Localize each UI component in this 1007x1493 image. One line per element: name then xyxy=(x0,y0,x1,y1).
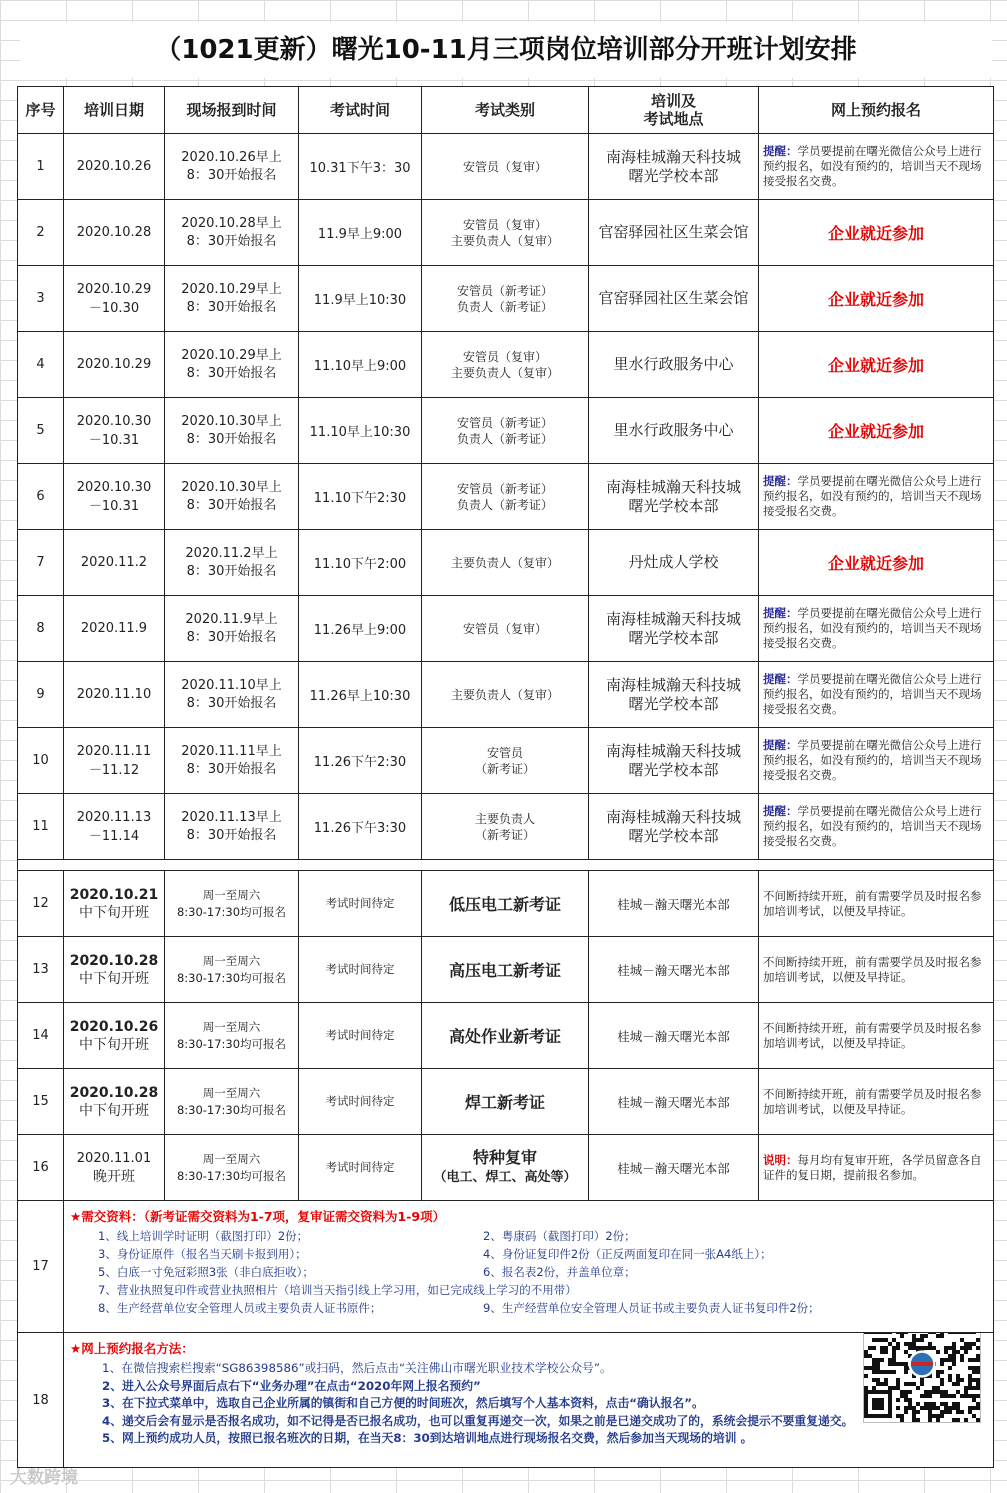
table-row xyxy=(18,1135,994,1201)
row-number: 8 xyxy=(18,596,64,662)
exam-time: 11.10早上10:30 xyxy=(299,398,422,464)
signup-note: 不间断持续开班，前有需要学员及时报名参加培训考试，以便及早持证。 xyxy=(759,1003,994,1069)
exam-type: 安管员（新考证） 负责人（新考证） xyxy=(422,266,589,332)
table-row xyxy=(18,1003,994,1069)
start-period: 中下旬开班 xyxy=(79,1036,149,1053)
report-time: 2020.10.28早上 8：30开始报名 xyxy=(165,200,299,266)
row-number: 13 xyxy=(18,937,64,1003)
signup-note xyxy=(759,1135,994,1201)
table-row xyxy=(18,1069,994,1135)
exam-type: 安管员（新考证） 负责人（新考证） xyxy=(422,464,589,530)
report-time: 2020.10.30早上 8：30开始报名 xyxy=(165,398,299,464)
report-time: 周一至周六 8:30-17:30均可报名 xyxy=(165,1069,299,1135)
table-row xyxy=(18,662,994,728)
exam-location: 里水行政服务中心 xyxy=(589,398,759,464)
exam-time: 考试时间待定 xyxy=(299,1135,422,1201)
signup-reminder xyxy=(759,662,994,728)
exam-time: 11.9早上10:30 xyxy=(299,266,422,332)
requirement-item: 1、线上培训学时证明（截图打印）2份； xyxy=(98,1229,309,1243)
exam-location: 桂城－瀚天曙光本部 xyxy=(589,871,759,937)
table-row xyxy=(18,464,994,530)
watermark: 大数跨境 xyxy=(10,1468,78,1488)
training-date xyxy=(64,1003,165,1069)
requirement-item: 3、身份证原件（报名当天刷卡报到用）； xyxy=(98,1247,307,1261)
note-label: 说明： xyxy=(763,1152,798,1167)
report-time: 2020.10.30早上 8：30开始报名 xyxy=(165,464,299,530)
exam-type: 安管员（新考证） 负责人（新考证） xyxy=(422,398,589,464)
row-number: 15 xyxy=(18,1069,64,1135)
row-number: 5 xyxy=(18,398,64,464)
type-sub: （电工、焊工、高处等） xyxy=(433,1169,577,1185)
table-row xyxy=(18,332,994,398)
start-period: 中下旬开班 xyxy=(79,970,149,987)
page-title: （1021更新）曙光10-11月三项岗位培训部分开班计划安排 xyxy=(20,22,992,78)
row-number: 14 xyxy=(18,1003,64,1069)
qr-code-icon xyxy=(863,1333,981,1424)
start-date: 2020.10.21 xyxy=(69,886,159,903)
requirement-item: 4、身份证复印件2份（正反两面复印在同一张A4纸上）； xyxy=(483,1247,772,1261)
type-main: 特种复审 xyxy=(472,1147,537,1167)
signup-steps xyxy=(70,1360,987,1448)
report-time: 2020.11.9早上 8：30开始报名 xyxy=(165,596,299,662)
row-number: 11 xyxy=(18,794,64,860)
training-date: 2020.11.9 xyxy=(64,596,165,662)
exam-location: 丹灶成人学校 xyxy=(589,530,759,596)
table-row xyxy=(18,937,994,1003)
report-time: 周一至周六 8:30-17:30均可报名 xyxy=(165,937,299,1003)
signup-note: 不间断持续开班，前有需要学员及时报名参加培训考试，以便及早持证。 xyxy=(759,1069,994,1135)
exam-type: 高处作业新考证 xyxy=(422,1003,589,1069)
row-number: 16 xyxy=(18,1135,64,1201)
exam-location: 南海桂城瀚天科技城 曙光学校本部 xyxy=(589,464,759,530)
exam-time: 考试时间待定 xyxy=(299,871,422,937)
header-report: 现场报到时间 xyxy=(165,87,299,134)
exam-type: 主要负责人 （新考证） xyxy=(422,794,589,860)
header-exam: 考试时间 xyxy=(299,87,422,134)
row-number: 9 xyxy=(18,662,64,728)
row-number: 17 xyxy=(18,1201,64,1333)
start-date: 2020.11.01 xyxy=(76,1150,152,1166)
exam-location: 桂城－瀚天曙光本部 xyxy=(589,1003,759,1069)
exam-type: 安管员（复审） xyxy=(422,134,589,200)
exam-location: 里水行政服务中心 xyxy=(589,332,759,398)
report-time: 2020.11.13早上 8：30开始报名 xyxy=(165,794,299,860)
exam-time: 11.26下午3:30 xyxy=(299,794,422,860)
report-time: 2020.11.2早上 8：30开始报名 xyxy=(165,530,299,596)
exam-location: 桂城－瀚天曙光本部 xyxy=(589,937,759,1003)
row-number: 3 xyxy=(18,266,64,332)
signup-note: 不间断持续开班，前有需要学员及时报名参加培训考试，以便及早持证。 xyxy=(759,871,994,937)
header-date: 培训日期 xyxy=(64,87,165,134)
training-date xyxy=(64,871,165,937)
requirement-item: 8、生产经营单位安全管理人员或主要负责人证书原件； xyxy=(98,1301,382,1315)
requirement-item: 7、营业执照复印件或营业执照相片（培训当天指引线上学习用，如已完成线上学习的不用带） xyxy=(98,1283,577,1297)
spacer-cell xyxy=(18,860,994,871)
signup-reminder xyxy=(759,596,994,662)
report-time: 2020.11.11早上 8：30开始报名 xyxy=(165,728,299,794)
requirement-item: 5、白底一寸免冠彩照3张（非白底拒收）； xyxy=(98,1265,314,1279)
report-time: 周一至周六 8:30-17:30均可报名 xyxy=(165,1135,299,1201)
report-time: 2020.10.29早上 8：30开始报名 xyxy=(165,266,299,332)
exam-time: 考试时间待定 xyxy=(299,1003,422,1069)
exam-time: 11.9早上9:00 xyxy=(299,200,422,266)
signup-nearby: 企业就近参加 xyxy=(759,332,994,398)
signup-reminder xyxy=(759,794,994,860)
row-number: 18 xyxy=(18,1333,64,1468)
signup-reminder xyxy=(759,134,994,200)
spacer-row xyxy=(18,860,994,871)
exam-time: 11.26早上10:30 xyxy=(299,662,422,728)
row-number: 10 xyxy=(18,728,64,794)
header-signup: 网上预约报名 xyxy=(759,87,994,134)
requirement-item: 6、报名表2份，并盖单位章； xyxy=(483,1265,636,1279)
training-date: 2020.10.28 xyxy=(64,200,165,266)
note-text: 每月均有复审开班，各学员留意各自证件的复日期，提前报名参加。 xyxy=(763,1152,982,1182)
exam-time: 11.26早上9:00 xyxy=(299,596,422,662)
row-number: 1 xyxy=(18,134,64,200)
exam-type: 焊工新考证 xyxy=(422,1069,589,1135)
schedule-table xyxy=(17,86,994,1468)
report-time: 2020.10.26早上 8：30开始报名 xyxy=(165,134,299,200)
signup-nearby: 企业就近参加 xyxy=(759,200,994,266)
exam-time: 考试时间待定 xyxy=(299,1069,422,1135)
requirements-list xyxy=(70,1228,987,1316)
start-date: 2020.10.28 xyxy=(69,1084,159,1101)
report-time: 2020.10.29早上 8：30开始报名 xyxy=(165,332,299,398)
reminder-label: 提醒： xyxy=(763,738,798,752)
start-period: 晚开班 xyxy=(93,1168,135,1185)
row-number: 6 xyxy=(18,464,64,530)
exam-location: 南海桂城瀚天科技城 曙光学校本部 xyxy=(589,596,759,662)
exam-type: 高压电工新考证 xyxy=(422,937,589,1003)
header-type: 考试类别 xyxy=(422,87,589,134)
start-period: 中下旬开班 xyxy=(79,1102,149,1119)
training-date xyxy=(64,1069,165,1135)
reminder-text: 学员要提前在曙光微信公众号上进行预约报名，如没有预约的，培训当天不现场接受报名交费。 xyxy=(763,474,982,518)
signup-reminder xyxy=(759,464,994,530)
signup-step: 5、网上预约成功人员，按照已报名班次的日期，在当天8：30到达培训地点进行现场报名交费，然后参加当天现场的培训 。 xyxy=(102,1431,753,1445)
table-row xyxy=(18,266,994,332)
table-row xyxy=(18,134,994,200)
signup-step: 4、递交后会有显示是否报名成功，如不记得是否已报名成功，也可以重复再递交一次，如果之前是已递交成功了的，系统会提示不要重复递交。 xyxy=(102,1413,854,1428)
report-time: 周一至周六 8:30-17:30均可报名 xyxy=(165,871,299,937)
exam-type: 安管员（复审） 主要负责人（复审） xyxy=(422,200,589,266)
table-row xyxy=(18,794,994,860)
table-row xyxy=(18,871,994,937)
signup-note: 不间断持续开班，前有需要学员及时报名参加培训考试，以便及早持证。 xyxy=(759,937,994,1003)
exam-time: 10.31下午3：30 xyxy=(299,134,422,200)
header-no: 序号 xyxy=(18,87,64,134)
requirement-item: 2、粤康码（截图打印）2份； xyxy=(483,1229,636,1243)
report-time: 周一至周六 8:30-17:30均可报名 xyxy=(165,1003,299,1069)
reminder-text: 学员要提前在曙光微信公众号上进行预约报名，如没有预约的，培训当天不现场接受报名交费。 xyxy=(763,804,982,848)
exam-time: 11.10早上9:00 xyxy=(299,332,422,398)
exam-location: 南海桂城瀚天科技城 曙光学校本部 xyxy=(589,134,759,200)
exam-location: 桂城－瀚天曙光本部 xyxy=(589,1135,759,1201)
header-place: 培训及 考试地点 xyxy=(589,87,759,134)
requirement-item: 9、生产经营单位安全管理人员证书或主要负责人证书复印件2份； xyxy=(483,1301,820,1315)
signup-nearby: 企业就近参加 xyxy=(759,398,994,464)
header-row xyxy=(18,87,994,134)
exam-time: 11.10下午2:00 xyxy=(299,530,422,596)
exam-location: 官窑驿园社区生菜会馆 xyxy=(589,200,759,266)
signup-step: 1、在微信搜索栏搜索“SG86398586”或扫码，然后点击“关注佛山市曙光职业技术学校公众号”。 xyxy=(102,1361,612,1375)
training-date: 2020.10.29 xyxy=(64,332,165,398)
exam-time: 11.26下午2:30 xyxy=(299,728,422,794)
requirements-row xyxy=(18,1201,994,1333)
requirements-title: ★需交资料：（新考证需交资料为1-7项，复审证需交资料为1-9项） xyxy=(70,1209,446,1224)
reminder-text: 学员要提前在曙光微信公众号上进行预约报名，如没有预约的，培训当天不现场接受报名交费。 xyxy=(763,144,982,188)
exam-type: 主要负责人（复审） xyxy=(422,530,589,596)
training-date: 2020.11.11 －11.12 xyxy=(64,728,165,794)
start-date: 2020.10.26 xyxy=(69,1018,159,1035)
start-date: 2020.10.28 xyxy=(69,952,159,969)
start-period: 中下旬开班 xyxy=(79,904,149,921)
reminder-text: 学员要提前在曙光微信公众号上进行预约报名，如没有预约的，培训当天不现场接受报名交费。 xyxy=(763,672,982,716)
signup-reminder xyxy=(759,728,994,794)
exam-type xyxy=(422,1135,589,1201)
training-date: 2020.11.2 xyxy=(64,530,165,596)
signup-nearby: 企业就近参加 xyxy=(759,266,994,332)
table-row xyxy=(18,398,994,464)
signup-nearby: 企业就近参加 xyxy=(759,530,994,596)
exam-location: 桂城－瀚天曙光本部 xyxy=(589,1069,759,1135)
exam-time: 11.10下午2:30 xyxy=(299,464,422,530)
reminder-label: 提醒： xyxy=(763,474,798,488)
training-date: 2020.11.13 －11.14 xyxy=(64,794,165,860)
training-date: 2020.10.30 －10.31 xyxy=(64,398,165,464)
reminder-label: 提醒： xyxy=(763,672,798,686)
training-date: 2020.11.10 xyxy=(64,662,165,728)
training-date xyxy=(64,937,165,1003)
reminder-text: 学员要提前在曙光微信公众号上进行预约报名，如没有预约的，培训当天不现场接受报名交费。 xyxy=(763,606,982,650)
exam-type: 低压电工新考证 xyxy=(422,871,589,937)
exam-time: 考试时间待定 xyxy=(299,937,422,1003)
row-number: 7 xyxy=(18,530,64,596)
row-number: 2 xyxy=(18,200,64,266)
exam-type: 主要负责人（复审） xyxy=(422,662,589,728)
signup-method-title: ★网上预约报名方法： xyxy=(70,1341,194,1356)
reminder-text: 学员要提前在曙光微信公众号上进行预约报名，如没有预约的，培训当天不现场接受报名交费。 xyxy=(763,738,982,782)
signup-step: 3、在下拉式菜单中，选取自己企业所属的镇街和自己方便的时间班次，然后填写个人基本资料，点击“确认报名”。 xyxy=(102,1396,704,1410)
requirements-cell xyxy=(64,1201,994,1333)
reminder-label: 提醒： xyxy=(763,144,798,158)
table-row xyxy=(18,200,994,266)
exam-location: 南海桂城瀚天科技城 曙光学校本部 xyxy=(589,662,759,728)
reminder-label: 提醒： xyxy=(763,804,798,818)
training-date xyxy=(64,1135,165,1201)
table-row xyxy=(18,530,994,596)
table-row xyxy=(18,596,994,662)
report-time: 2020.11.10早上 8：30开始报名 xyxy=(165,662,299,728)
training-date: 2020.10.29 －10.30 xyxy=(64,266,165,332)
row-number: 12 xyxy=(18,871,64,937)
exam-type: 安管员（复审） 主要负责人（复审） xyxy=(422,332,589,398)
training-date: 2020.10.30 －10.31 xyxy=(64,464,165,530)
table-row xyxy=(18,728,994,794)
signup-method-cell xyxy=(64,1333,994,1468)
row-number: 4 xyxy=(18,332,64,398)
signup-step: 2、进入公众号界面后点右下“业务办理”在点击“2020年网上报名预约” xyxy=(102,1378,481,1393)
exam-type: 安管员 （新考证） xyxy=(422,728,589,794)
exam-location: 南海桂城瀚天科技城 曙光学校本部 xyxy=(589,728,759,794)
reminder-label: 提醒： xyxy=(763,606,798,620)
training-date: 2020.10.26 xyxy=(64,134,165,200)
exam-location: 南海桂城瀚天科技城 曙光学校本部 xyxy=(589,794,759,860)
exam-location: 官窑驿园社区生菜会馆 xyxy=(589,266,759,332)
exam-type: 安管员（复审） xyxy=(422,596,589,662)
signup-method-row xyxy=(18,1333,994,1468)
